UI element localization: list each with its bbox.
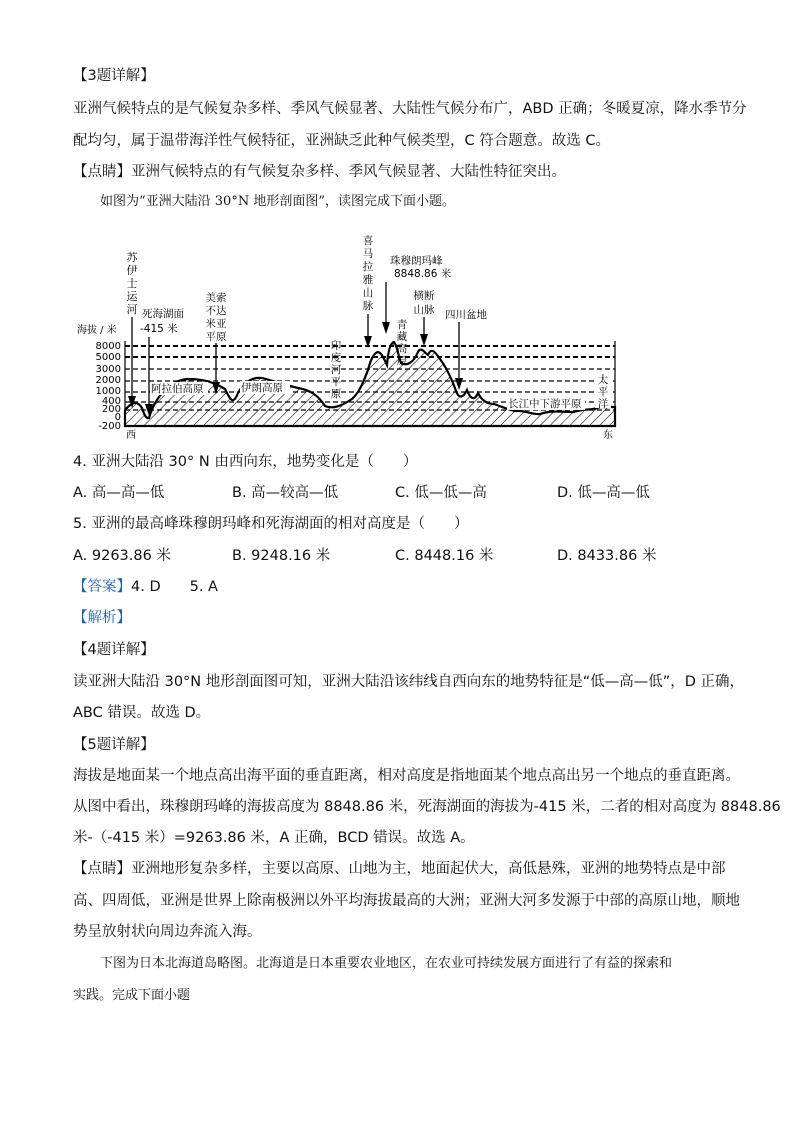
- label-himalayas: [363, 234, 374, 312]
- answer-tag: 【答案】: [73, 579, 131, 595]
- label-dead-sea-elevation: -415 米: [140, 323, 178, 335]
- svg-text:拉: 拉: [362, 261, 374, 273]
- y-tick-2000: 2000: [95, 375, 121, 386]
- y-axis-label: 海拔 / 米: [77, 325, 117, 336]
- svg-text:山: 山: [362, 287, 374, 299]
- tip-tag: 【点睛】: [73, 164, 131, 180]
- svg-text:不达: 不达: [205, 305, 227, 317]
- svg-text:山脉: 山脉: [413, 304, 435, 316]
- q4-option-b[interactable]: B. 高—较高—低: [232, 485, 339, 501]
- q4-option-d[interactable]: D. 低—高—低: [557, 485, 650, 501]
- y-tick-minus-200: -200: [98, 421, 121, 432]
- svg-text:印: 印: [330, 340, 342, 352]
- svg-text:脉: 脉: [362, 300, 374, 312]
- svg-text:平原: 平原: [205, 331, 227, 343]
- y-tick-200: 200: [101, 404, 121, 415]
- svg-text:米亚: 米亚: [205, 318, 227, 330]
- label-dead-sea: 死海湖面: [142, 308, 184, 320]
- q3-body-line2: 配均匀，属于温带海洋性气候特征，亚洲缺乏此种气候类型，C 符合题意。故选 C。: [73, 133, 610, 149]
- y-tick-5000: 5000: [95, 352, 121, 363]
- label-mesopotamia: [206, 291, 227, 343]
- svg-text:度: 度: [330, 352, 342, 364]
- q5-option-c[interactable]: C. 8448.16 米: [395, 548, 494, 564]
- label-indus-plain: [331, 339, 342, 400]
- svg-text:横断: 横断: [413, 290, 435, 302]
- q4-stem: 4. 亚洲大陆沿 30° N 由西向东，地势变化是（ ）: [73, 454, 418, 470]
- tip-text: 亚洲地形复杂多样，主要以高原、山地为主，地面起伏大，高低悬殊，亚洲的地势特点是中部: [131, 861, 726, 877]
- intro-hokkaido-line2: 实践。完成下面小题: [73, 988, 191, 1003]
- svg-text:雅: 雅: [362, 274, 374, 286]
- q3-tip: [73, 162, 566, 182]
- q4-detail-line2: ABC 错误。故选 D。: [73, 705, 211, 721]
- svg-text:喜: 喜: [362, 235, 374, 247]
- direction-east: 东: [603, 430, 613, 441]
- svg-text:马: 马: [362, 248, 374, 260]
- svg-text:原: 原: [330, 388, 342, 400]
- svg-text:太: 太: [597, 374, 609, 386]
- q5-detail-line3: 米-（-415 米）=9263.86 米，A 正确，BCD 错误。故选 A。: [73, 830, 475, 846]
- tip-text: 亚洲气候特点的有气候复杂多样、季风气候显著、大陆性特征突出。: [131, 164, 566, 180]
- label-hengduan-mountains: [414, 289, 435, 316]
- q5-detail-heading: 【5题详解】: [73, 737, 155, 753]
- label-suez-canal: [127, 250, 139, 316]
- q5-detail-line1: 海拔是地面某一个地点高出海平面的垂直距离，相对高度是指地面某个地点高出另一个地点的垂直距离。: [73, 768, 740, 784]
- intro-hokkaido-line1: 下图为日本北海道岛略图。北海道是日本重要农业地区，在农业可持续发展方面进行了有益的探索和: [100, 956, 673, 971]
- y-tick-labels: [96, 341, 121, 432]
- y-tick-400: 400: [101, 396, 121, 407]
- q3-heading: 【3题详解】: [73, 68, 155, 84]
- svg-text:洋: 洋: [597, 398, 609, 410]
- y-tick-3000: 3000: [95, 364, 121, 375]
- analysis-tag: 【解析】: [73, 610, 131, 626]
- q5-tip-line2: 高、四周低，亚洲是世界上除南极洲以外平均海拔最高的大洲；亚洲大河多发源于中部的高原山地，顺地: [73, 893, 740, 909]
- intro-question-4-5: 如图为“亚洲大陆沿 30°N 地形剖面图”，读图完成下面小题。: [100, 194, 455, 209]
- svg-text:藏: 藏: [396, 331, 408, 343]
- label-everest-elevation: 8848.86 米: [394, 268, 452, 280]
- label-iranian-plateau: 伊朗高原: [241, 382, 283, 394]
- svg-text:平: 平: [597, 386, 609, 398]
- svg-text:河: 河: [330, 364, 342, 376]
- label-yangtze-plain: 长江中下游平原: [508, 398, 582, 410]
- svg-text:高: 高: [396, 343, 408, 355]
- q5-option-a[interactable]: A. 9263.86 米: [73, 548, 171, 564]
- q5-stem: 5. 亚洲的最高峰珠穆朗玛峰和死海湖面的相对高度是（ ）: [73, 516, 469, 532]
- y-tick-0: 0: [114, 412, 121, 423]
- answer: [73, 577, 218, 597]
- answer-text: 4. D 5. A: [131, 579, 218, 595]
- svg-text:运: 运: [126, 290, 138, 303]
- q3-body-line1: 亚洲气候特点的是气候复杂多样、季风气候显著、大陆性气候分布广，ABD 正确；冬暖夏凉，降水季节分: [73, 101, 747, 117]
- q5-option-b[interactable]: B. 9248.16 米: [232, 548, 331, 564]
- q5-option-d[interactable]: D. 8433.86 米: [557, 548, 657, 564]
- label-pacific-ocean: [595, 372, 611, 410]
- svg-text:美索: 美索: [205, 292, 227, 304]
- svg-text:苏: 苏: [126, 251, 138, 264]
- q4-detail-line1: 读亚洲大陆沿 30°N 地形剖面图可知，亚洲大陆沿该纬线自西向东的地势特征是“低—高—低”，D 正确，: [73, 674, 745, 690]
- q4-option-c[interactable]: C. 低—低—高: [395, 485, 487, 501]
- label-arabian-plateau: 阿拉伯高原: [151, 383, 204, 395]
- q4-detail-heading: 【4题详解】: [73, 642, 155, 658]
- q5-tip-line3: 势呈放射状向周边奔流入海。: [73, 924, 262, 940]
- y-tick-1000: 1000: [95, 386, 121, 397]
- svg-text:平: 平: [330, 376, 342, 388]
- svg-text:士: 士: [126, 277, 138, 290]
- label-everest: 珠穆朗玛峰: [390, 255, 443, 267]
- terrain-profile-figure: [70, 222, 630, 444]
- direction-west: 西: [126, 430, 136, 441]
- svg-text:原: 原: [396, 355, 408, 367]
- q4-option-a[interactable]: A. 高—高—低: [73, 485, 165, 501]
- svg-text:伊: 伊: [126, 264, 138, 277]
- label-tibetan-plateau: [397, 318, 408, 367]
- tip-tag: 【点睛】: [73, 861, 131, 877]
- label-sichuan-basin: 四川盆地: [445, 309, 487, 321]
- q5-tip-line1: [73, 859, 726, 879]
- y-tick-8000: 8000: [95, 341, 121, 352]
- q5-detail-line2: 从图中看出，珠穆朗玛峰的海拔高度为 8848.86 米，死海湖面的海拔为-415 米，二者的相对高度为 8848.86: [73, 799, 781, 815]
- svg-text:青: 青: [396, 319, 408, 331]
- svg-text:河: 河: [126, 303, 138, 316]
